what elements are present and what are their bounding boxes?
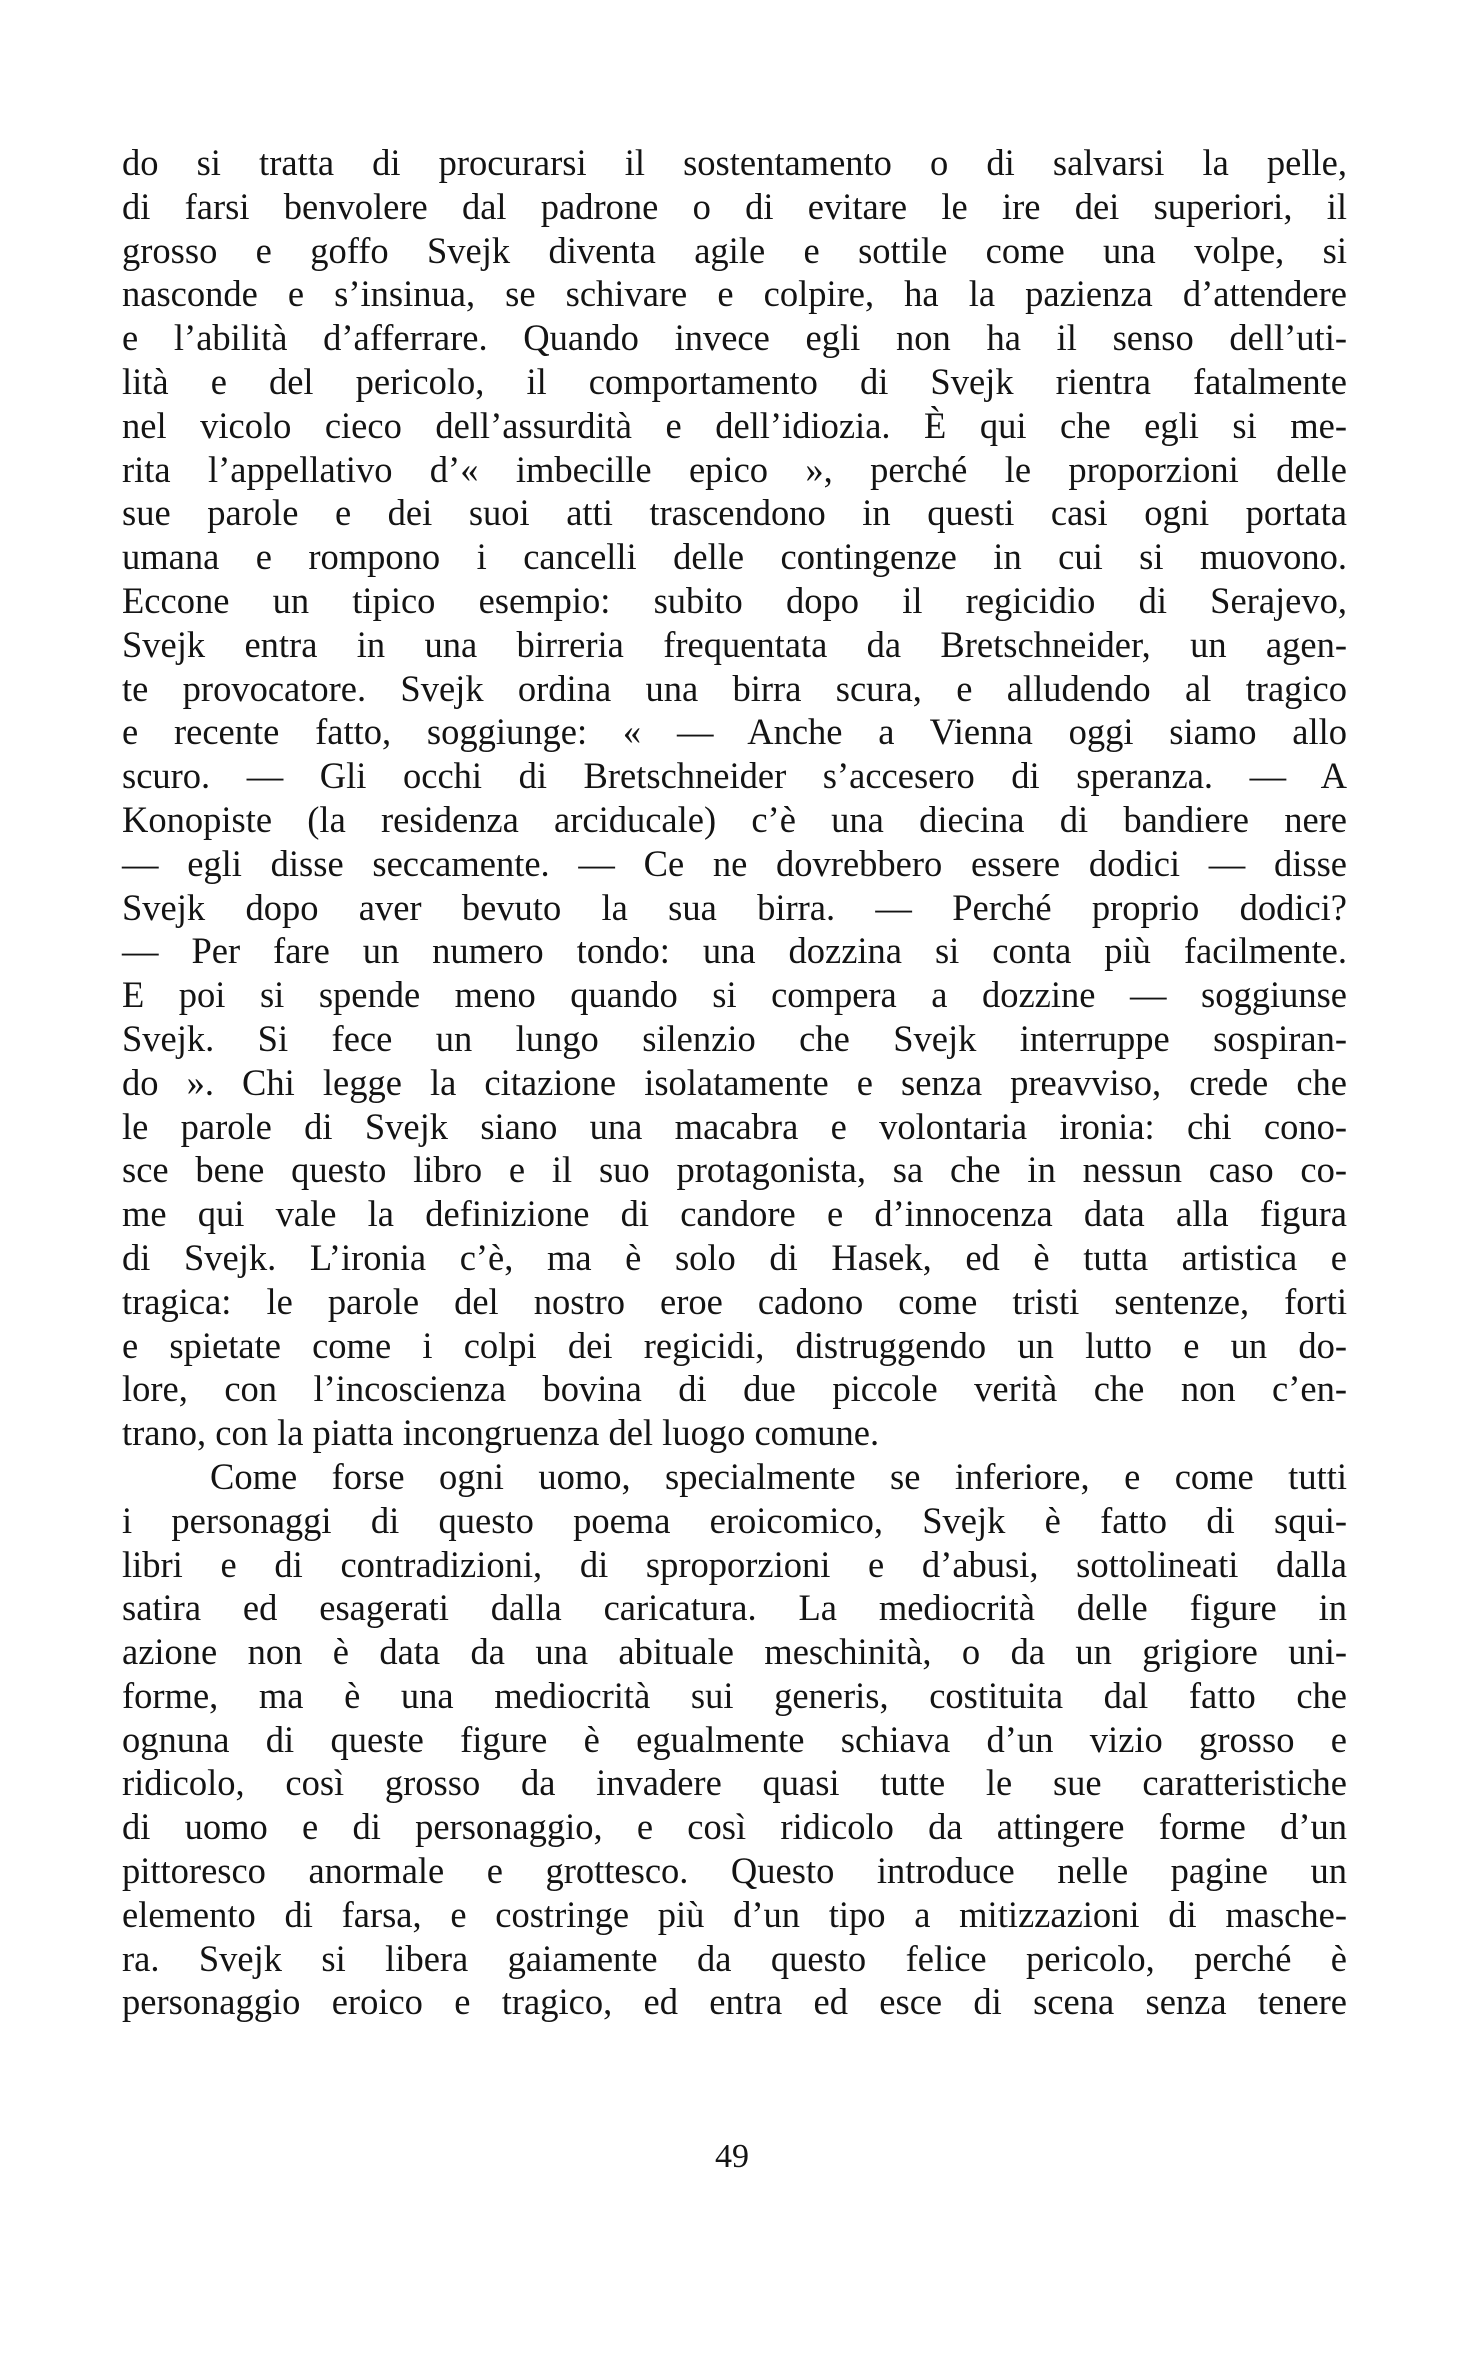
text-line: me qui vale la definizione di candore e d’innocenza data alla figura — [122, 1193, 1347, 1235]
page-number: 49 — [715, 2138, 749, 2175]
text-line: pittoresco anormale e grottesco. Questo introduce nelle pagine un — [122, 1850, 1347, 1892]
text-line: ridicolo, così grosso da invadere quasi tutte le sue caratteristiche — [122, 1762, 1347, 1804]
text-line: nasconde e s’insinua, se schivare e colpire, ha la pazienza d’attendere — [122, 273, 1347, 315]
text-line: Come forse ogni uomo, specialmente se inferiore, e come tutti — [210, 1455, 1347, 1497]
text-line: sue parole e dei suoi atti trascendono in questi casi ogni portata — [122, 492, 1347, 534]
text-line: do si tratta di procurarsi il sostentamento o di salvarsi la pelle, — [122, 142, 1347, 183]
text-line: Svejk dopo aver bevuto la sua birra. — Perché proprio dodici? — [122, 886, 1347, 928]
text-line: ognuna di queste figure è egualmente schiava d’un vizio grosso e — [122, 1718, 1347, 1760]
text-line: i personaggi di questo poema eroicomico, Svejk è fatto di squi- — [122, 1499, 1347, 1541]
text-line: grosso e goffo Svejk diventa agile e sottile come una volpe, si — [122, 229, 1347, 271]
text-line: te provocatore. Svejk ordina una birra scura, e alludendo al tragico — [122, 667, 1347, 709]
text-line: rita l’appellativo d’« imbecille epico », perché le proporzioni delle — [122, 448, 1347, 490]
text-line: Svejk entra in una birreria frequentata da Bretschneider, un agen- — [122, 623, 1347, 665]
text-line: sce bene questo libro e il suo protagonista, sa che in nessun caso co- — [122, 1149, 1347, 1191]
text-line: Svejk. Si fece un lungo silenzio che Svejk interruppe sospiran- — [122, 1017, 1347, 1059]
text-line: umana e rompono i cancelli delle contingenze in cui si muovono. — [122, 536, 1347, 578]
text-line: libri e di contradizioni, di sproporzioni e d’abusi, sottolineati dalla — [122, 1543, 1347, 1585]
text-line: — egli disse seccamente. — Ce ne dovrebbero essere dodici — disse — [122, 842, 1347, 884]
text-line: scuro. — Gli occhi di Bretschneider s’accesero di speranza. — A — [122, 755, 1347, 797]
text-line: e l’abilità d’afferrare. Quando invece egli non ha il senso dell’uti- — [122, 317, 1347, 359]
text-line: ra. Svejk si libera gaiamente da questo felice pericolo, perché è — [122, 1937, 1347, 1979]
text-line: satira ed esagerati dalla caricatura. La mediocrità delle figure in — [122, 1587, 1347, 1629]
body-text — [122, 141, 1347, 2024]
text-line: forme, ma è una mediocrità sui generis, costituita dal fatto che — [122, 1674, 1347, 1716]
text-line: trano, con la piatta incongruenza del luogo comune. — [122, 1412, 880, 1454]
text-line: lore, con l’incoscienza bovina di due piccole verità che non c’en- — [122, 1368, 1347, 1410]
text-line: elemento di farsa, e costringe più d’un tipo a mitizzazioni di masche- — [122, 1893, 1347, 1935]
text-line: le parole di Svejk siano una macabra e volontaria ironia: chi cono- — [122, 1105, 1347, 1147]
text-line: do ». Chi legge la citazione isolatamente e senza preavviso, crede che — [122, 1061, 1347, 1103]
text-line: Eccone un tipico esempio: subito dopo il regicidio di Serajevo, — [122, 579, 1347, 621]
text-line: di farsi benvolere dal padrone o di evitare le ire dei superiori, il — [122, 185, 1347, 227]
text-line: di uomo e di personaggio, e così ridicolo da attingere forme d’un — [122, 1806, 1347, 1848]
text-line: nel vicolo cieco dell’assurdità e dell’idiozia. È qui che egli si me- — [122, 404, 1347, 446]
text-line: lità e del pericolo, il comportamento di Svejk rientra fatalmente — [122, 360, 1347, 402]
text-line: — Per fare un numero tondo: una dozzina si conta più facilmente. — [122, 930, 1347, 972]
text-line: Konopiste (la residenza arciducale) c’è una diecina di bandiere nere — [122, 798, 1347, 840]
paragraph-1 — [122, 141, 1347, 1455]
text-line: di Svejk. L’ironia c’è, ma è solo di Hasek, ed è tutta artistica e — [122, 1236, 1347, 1278]
text-line: tragica: le parole del nostro eroe cadono come tristi sentenze, forti — [122, 1280, 1347, 1322]
text-line: personaggio eroico e tragico, ed entra ed esce di scena senza tenere — [122, 1981, 1347, 2023]
text-line: e recente fatto, soggiunge: « — Anche a Vienna oggi siamo allo — [122, 711, 1347, 753]
text-line: e spietate come i colpi dei regicidi, distruggendo un lutto e un do- — [122, 1324, 1347, 1366]
text-line: azione non è data da una abituale meschinità, o da un grigiore uni- — [122, 1631, 1347, 1673]
text-line: E poi si spende meno quando si compera a dozzine — soggiunse — [122, 974, 1347, 1016]
paragraph-2 — [122, 1455, 1347, 2024]
